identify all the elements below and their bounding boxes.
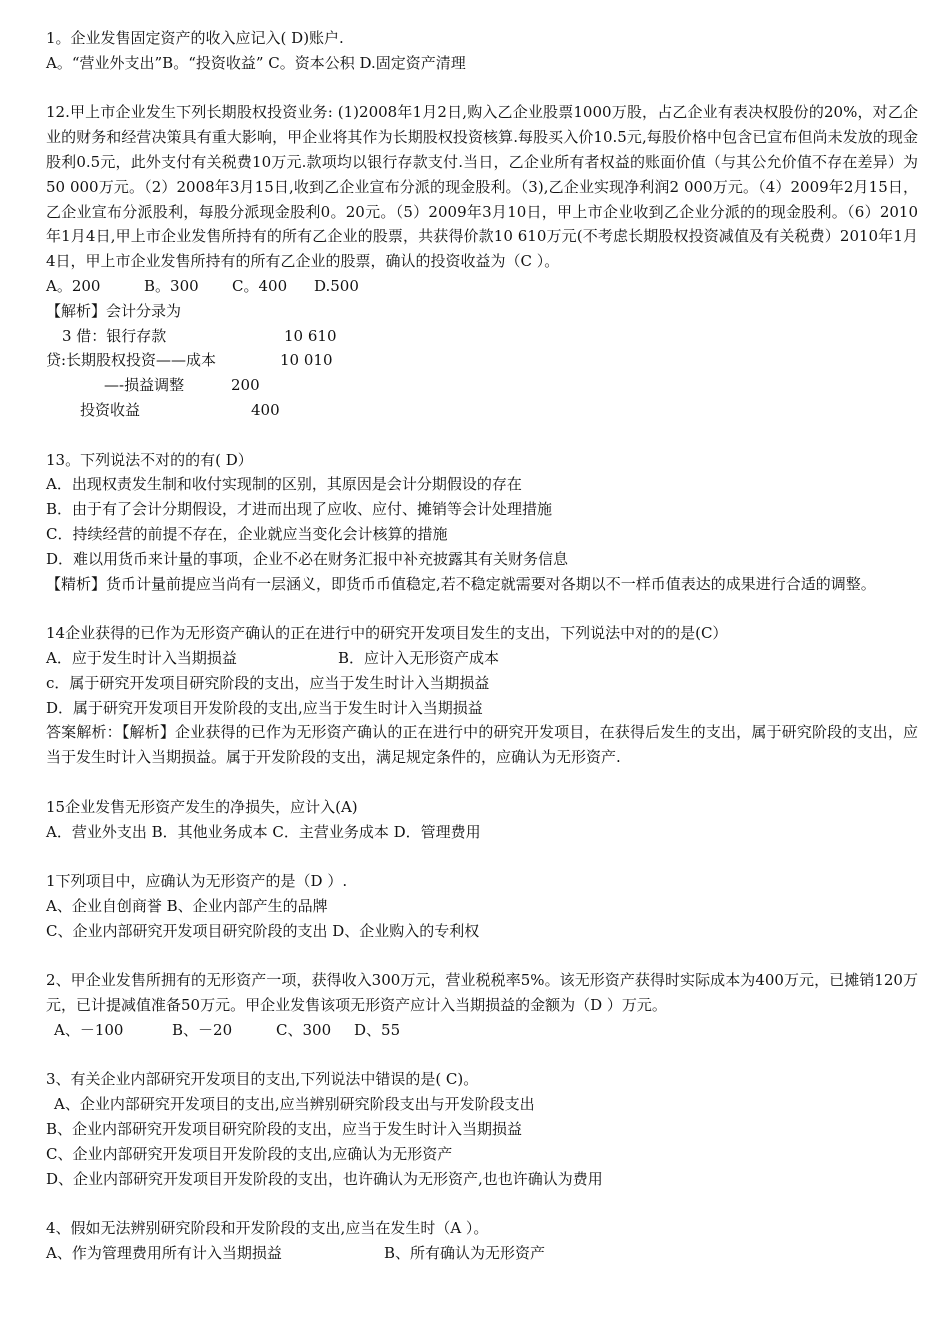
q14-answer: 答案解析：【解析】企业获得的已作为无形资产确认的正在进行中的研究开发项目，在获得后发生的支出，属于研究阶段的支出，应当于发生时计入当期损益。属于开发阶段的支出，满足规定条件的，应确认为无形资产. bbox=[46, 723, 918, 767]
journal-entry-label: 投资收益 bbox=[80, 400, 141, 419]
q12-option-c: C。400 bbox=[232, 276, 288, 295]
journal-entry-amount: 10 610 bbox=[284, 326, 337, 345]
s4-title: 4、假如无法辨别研究阶段和开发阶段的支出,应当在发生时（A ）。 bbox=[46, 1219, 489, 1238]
q12-options bbox=[46, 274, 918, 299]
q12-option-b: B。300 bbox=[144, 276, 199, 295]
q15-options: A．营业外支出 B．其他业务成本 C．主营业务成本 D．管理费用 bbox=[46, 822, 481, 841]
q13-option-c: C．持续经营的前提不存在，企业就应当变化会计核算的措施 bbox=[46, 524, 448, 543]
document-page bbox=[46, 26, 918, 1266]
q13-option-d: D．难以用货币来计量的事项，企业不必在财务汇报中补充披露其有关财务信息 bbox=[46, 549, 569, 568]
s1-options-line1: A、企业自创商誉 B、企业内部产生的品牌 bbox=[46, 896, 328, 915]
journal-entry-row bbox=[46, 373, 918, 398]
journal-entry-label: 贷:长期股权投资——成本 bbox=[46, 351, 217, 370]
q14-option-d: D．属于研究开发项目开发阶段的支出,应当于发生时计入当期损益 bbox=[46, 698, 483, 717]
s2-options bbox=[46, 1018, 918, 1043]
q14-option-c: c．属于研究开发项目研究阶段的支出，应当于发生时计入当期损益 bbox=[46, 673, 490, 692]
journal-entry-row bbox=[46, 324, 918, 349]
s1-title: 1下列项目中，应确认为无形资产的是（D ）. bbox=[46, 872, 348, 891]
journal-entry-label: 3 借：银行存款 bbox=[62, 326, 167, 345]
s4-option-b: B、所有确认为无形资产 bbox=[384, 1244, 546, 1263]
q14-options-row bbox=[46, 646, 918, 671]
s1-options-line2: C、企业内部研究开发项目研究阶段的支出 D、企业购入的专利权 bbox=[46, 921, 480, 940]
q13-option-a: A．出现权责发生制和收付实现制的区别，其原因是会计分期假设的存在 bbox=[46, 475, 522, 494]
journal-entry-label: —-损益调整 bbox=[104, 376, 185, 395]
journal-entry-amount: 200 bbox=[231, 376, 260, 395]
q1-title: 1。企业发售固定资产的收入应记入( D)账户. bbox=[46, 29, 344, 47]
s4-option-a: A、作为管理费用所有计入当期损益 bbox=[46, 1244, 282, 1263]
journal-entry-amount: 10 010 bbox=[280, 351, 333, 370]
q13-title: 13。下列说法不对的的有( D） bbox=[46, 450, 253, 469]
q15-title: 15企业发售无形资产发生的净损失，应计入(A) bbox=[46, 797, 358, 816]
journal-entry-row bbox=[46, 398, 918, 423]
s2-option-a: A、－100 bbox=[54, 1020, 124, 1039]
q1-options: A。“营业外支出”B。“投资收益” C。资本公积 D.固定资产清理 bbox=[46, 53, 466, 72]
s3-option-c: C、企业内部研究开发项目开发阶段的支出,应确认为无形资产 bbox=[46, 1144, 453, 1163]
s3-title: 3、有关企业内部研究开发项目的支出,下列说法中错误的是( C)。 bbox=[46, 1070, 479, 1089]
q12-option-a: A。200 bbox=[46, 276, 101, 295]
q14-option-b: B．应计入无形资产成本 bbox=[338, 648, 500, 667]
s2-body: 2、甲企业发售所拥有的无形资产一项，获得收入300万元，营业税税率5%。该无形资产获得时实际成本为400万元，已摊销120万元，已计提减值准备50万元。甲企业发售该项无形资产应计入当期损益的金额为（D ）万元。 bbox=[46, 971, 918, 1015]
journal-entry-row bbox=[46, 348, 918, 373]
q12-analysis-title: 【解析】会计分录为 bbox=[46, 301, 182, 320]
q14-option-a: A．应于发生时计入当期损益 bbox=[46, 648, 237, 667]
s3-option-d: D、企业内部研究开发项目开发阶段的支出，也许确认为无形资产,也也许确认为费用 bbox=[46, 1169, 603, 1188]
s3-option-b: B、企业内部研究开发项目研究阶段的支出，应当于发生时计入当期损益 bbox=[46, 1120, 523, 1139]
q12-body: 12.甲上市企业发生下列长期股权投资业务: (1)2008年1月2日,购入乙企业股票1000万股，占乙企业有表决权股份的20%，对乙企业的财务和经营决策具有重大影响，甲企业将其作为长期股权投资核算.每股买入价10.5元,每股价格中包含已宣布但尚未发放的现金股利0.5元，此外支付有关税费10万元.款项均以银行存款支付.当日，乙企业所有者权益的账面价值（与其公允价值不存在差异）为50 000万元。（2）2008年3月15日,收到乙企业宣布分派的现金股利。（3),乙企业实现净利润2 000万元。（4）2009年2月15日，乙企业宣布分派股利，每股分派现金股利0。20元。（5）2009年3月10日，甲上市企业收到乙企业分派的的现金股利。（6）2010年1月4日,甲上市企业发售所持有的所有乙企业的股票，共获得价款10 610万元(不考虑长期股权投资减值及有关税费）2010年1月4日，甲上市企业发售所持有的所有乙企业的股票，确认的投资收益为（C ）。 bbox=[46, 103, 918, 271]
q13-note: 【精析】货币计量前提应当尚有一层涵义，即货币币值稳定,若不稳定就需要对各期以不一样币值表达的成果进行合适的调整。 bbox=[46, 574, 876, 593]
s2-option-b: B、－20 bbox=[172, 1020, 233, 1039]
s2-option-d: D、55 bbox=[354, 1020, 401, 1039]
journal-entry-amount: 400 bbox=[251, 400, 280, 419]
s2-option-c: C、300 bbox=[276, 1020, 332, 1039]
s4-options-row bbox=[46, 1241, 918, 1266]
q13-option-b: B．由于有了会计分期假设，才进而出现了应收、应付、摊销等会计处理措施 bbox=[46, 500, 553, 519]
q12-option-d: D.500 bbox=[314, 276, 359, 295]
q14-title: 14企业获得的已作为无形资产确认的正在进行中的研究开发项目发生的支出，下列说法中对的的是(C） bbox=[46, 624, 728, 643]
s3-option-a: A、企业内部研究开发项目的支出,应当辨别研究阶段支出与开发阶段支出 bbox=[54, 1095, 535, 1114]
